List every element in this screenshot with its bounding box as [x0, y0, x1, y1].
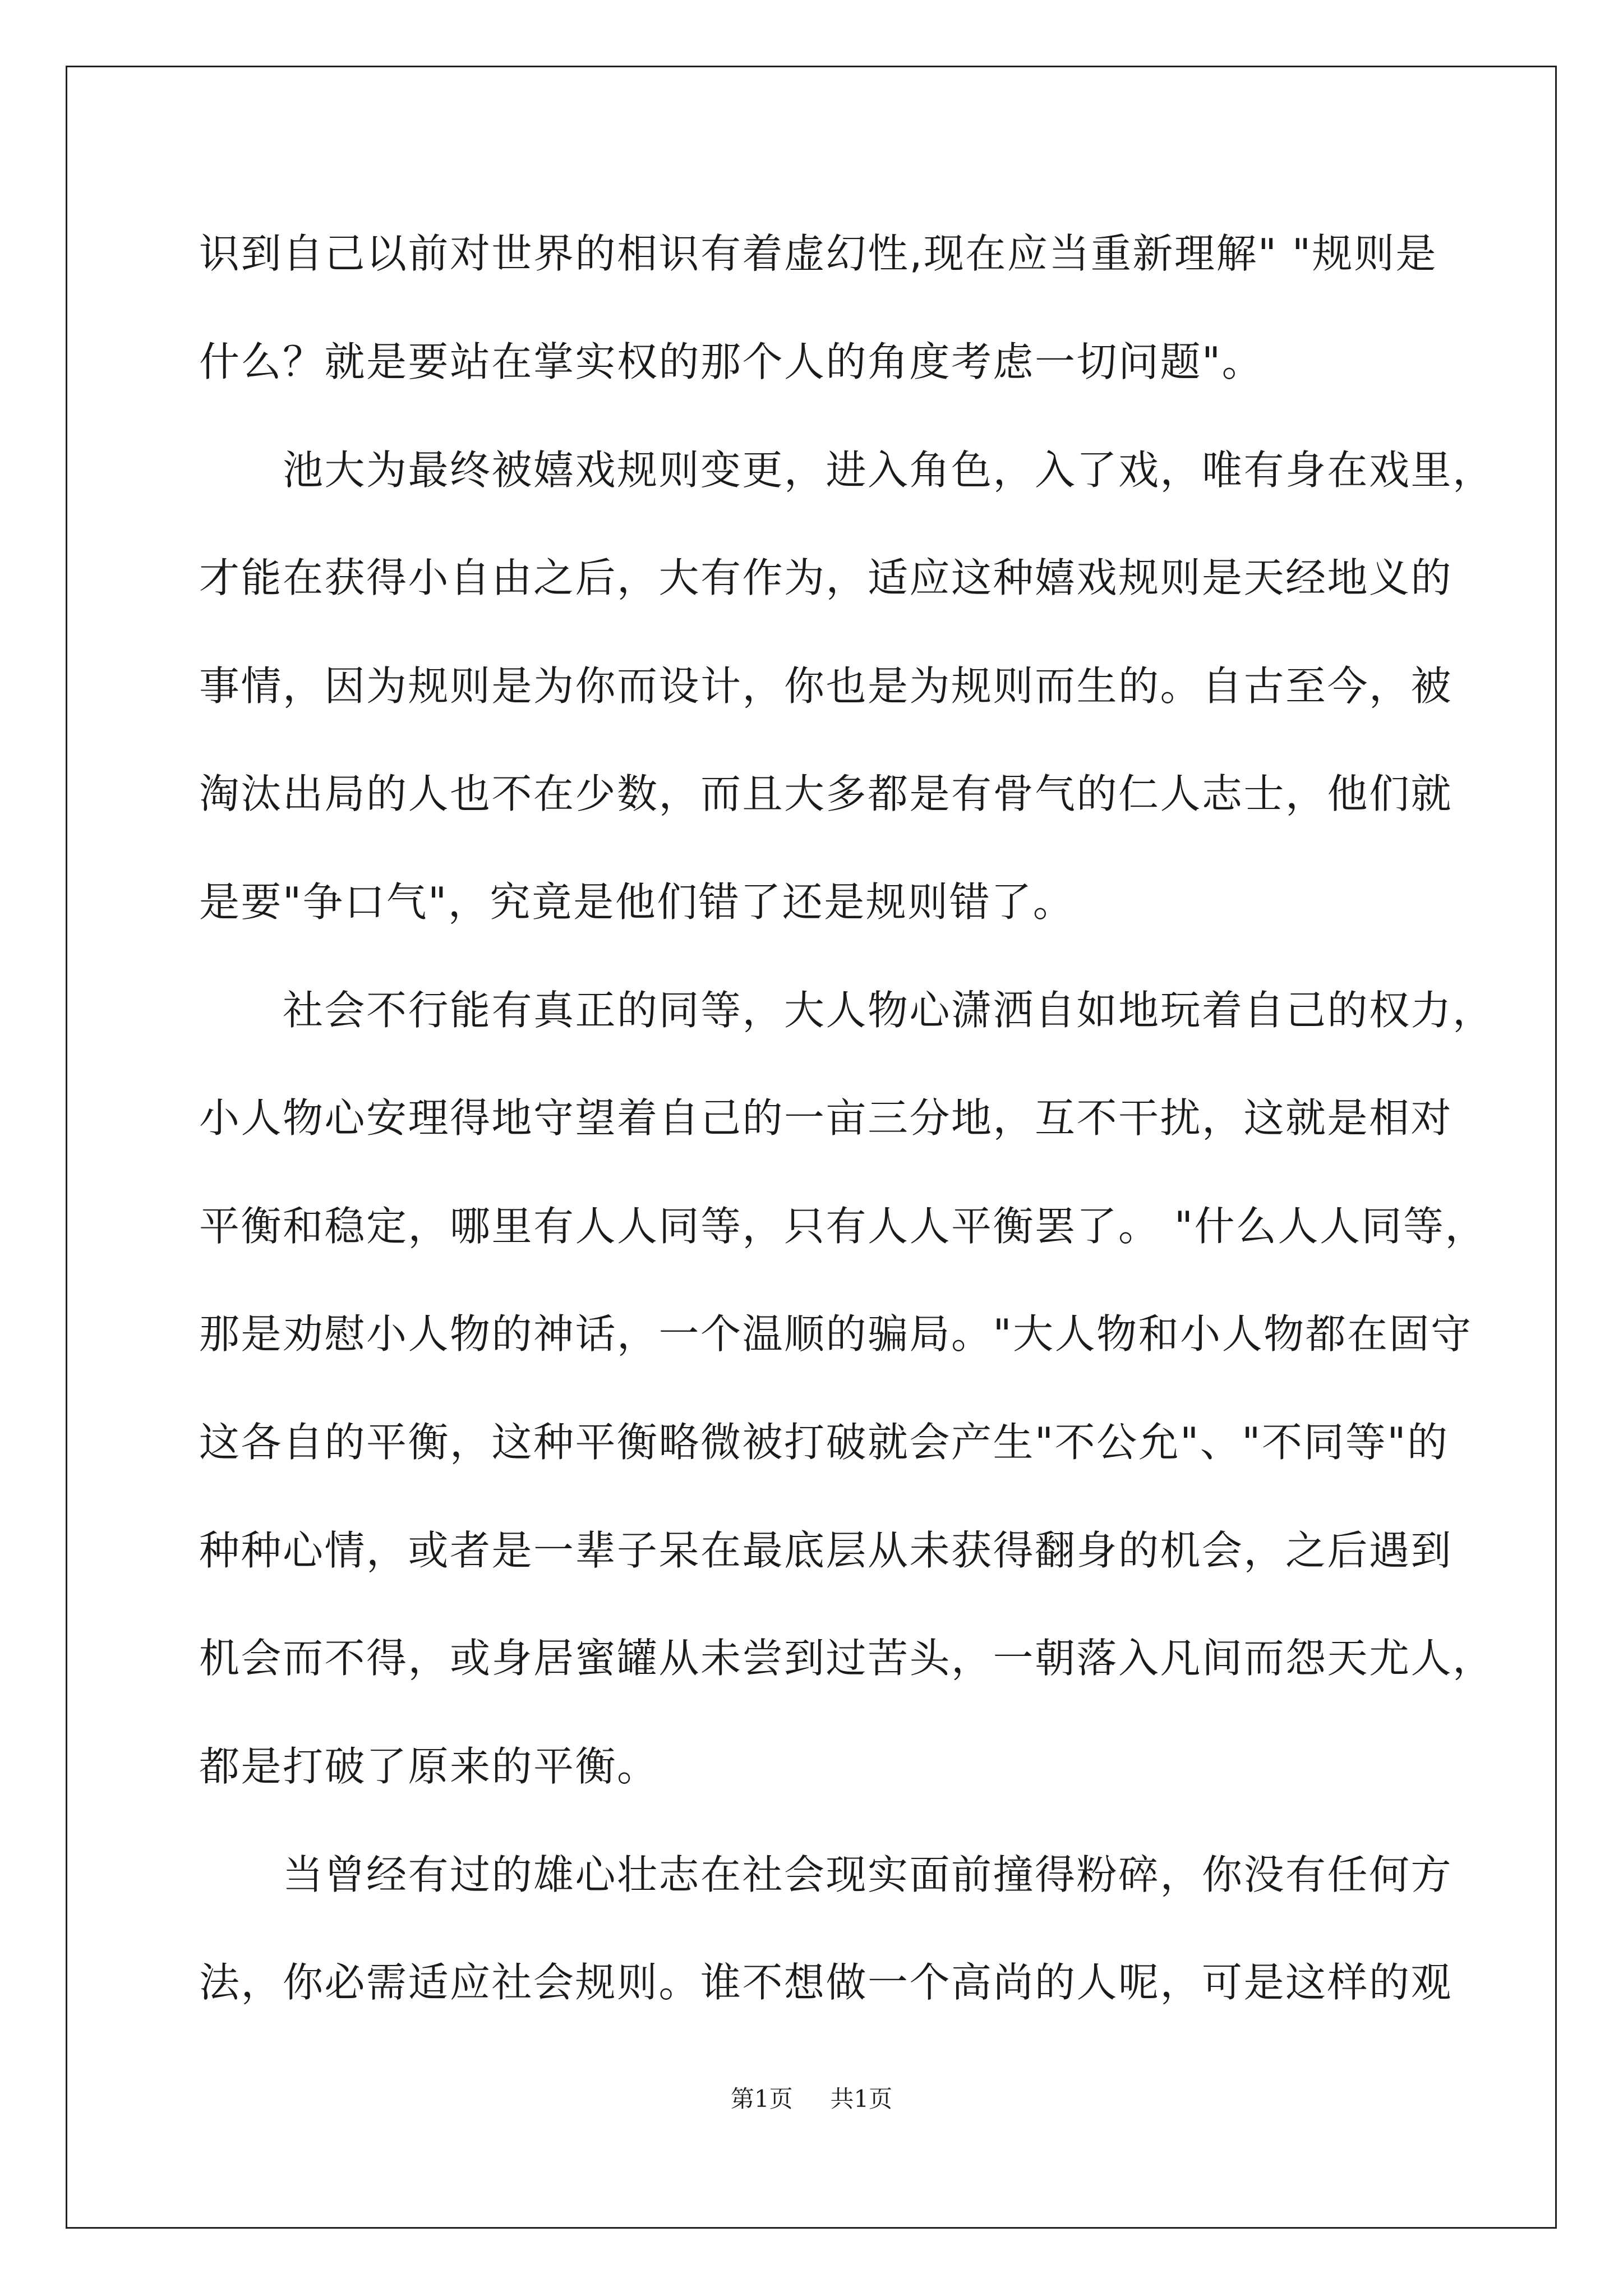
text-line: 这各自的平衡，这种平衡略微被打破就会产生"不公允"、"不同等"的	[199, 1419, 1449, 1466]
text-line: 淘汰出局的人也不在少数，而且大多都是有骨气的仁人志士，他们就	[199, 770, 1453, 817]
text-line: 是要"争口气"，究竟是他们错了还是规则错了。	[199, 878, 1075, 926]
text-line: 机会而不得，或身居蜜罐从未尝到过苦头，一朝落入凡间而怨天尤人，	[199, 1635, 1495, 1682]
text-line: 平衡和稳定，哪里有人人同等，只有人人平衡罢了。 "什么人人同等，	[199, 1203, 1487, 1250]
text-line: 都是打破了原来的平衡。	[199, 1743, 659, 1790]
page-footer	[0, 2082, 1623, 2116]
text-line: 识到自己以前对世界的相识有着虚幻性,现在应当重新理解" "规则是	[199, 230, 1438, 277]
text-line: 那是劝慰小人物的神话，一个温顺的骗局。"大人物和小人物都在固守	[199, 1310, 1473, 1358]
page-number: 第1页	[730, 2085, 793, 2113]
text-line: 法，你必需适应社会规则。谁不想做一个高尚的人呢，可是这样的观	[199, 1959, 1453, 2006]
page-total: 共1页	[830, 2085, 893, 2113]
text-line: 才能在获得小自由之后，大有作为，适应这种嬉戏规则是天经地义的	[199, 554, 1453, 601]
page-frame	[66, 66, 1557, 2229]
text-line: 小人物心安理得地守望着自己的一亩三分地，互不干扰，这就是相对	[199, 1094, 1453, 1142]
text-line: 当曾经有过的雄心壮志在社会现实面前撞得粉碎，你没有任何方	[199, 1851, 1453, 1898]
text-line: 种种心情，或者是一辈子呆在最底层从未获得翻身的机会，之后遇到	[199, 1527, 1453, 1574]
text-line: 池大为最终被嬉戏规则变更，进入角色，入了戏，唯有身在戏里，	[199, 447, 1495, 494]
text-line: 什么？就是要站在掌实权的那个人的角度考虑一切问题"。	[199, 338, 1264, 385]
text-line: 社会不行能有真正的同等，大人物心潇洒自如地玩着自己的权力，	[199, 987, 1495, 1034]
text-line: 事情，因为规则是为你而设计，你也是为规则而生的。自古至今，被	[199, 662, 1453, 710]
